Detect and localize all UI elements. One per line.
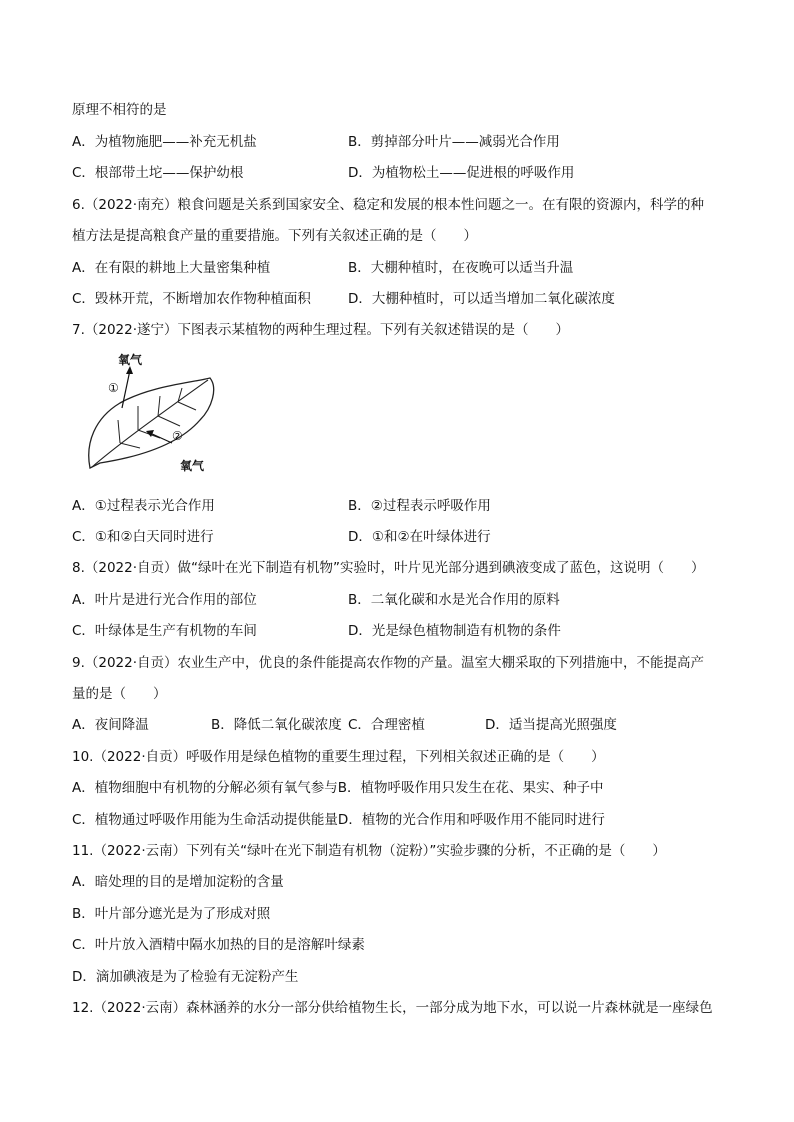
q7-option-c: C．①和②白天同时进行 xyxy=(72,529,214,545)
q11-option-a: A．暗处理的目的是增加淀粉的含量 xyxy=(72,874,284,890)
q5-option-c: C．根部带土坨——保护幼根 xyxy=(72,165,244,181)
leaf-vein xyxy=(178,402,196,410)
leaf-vein xyxy=(158,396,160,416)
q12-stem: 12.（2022·云南）森林涵养的水分一部分供给植物生长，一部分成为地下水，可以说一片森林就是一座绿色 xyxy=(72,1000,713,1016)
q8-option-b: B．二氧化碳和水是光合作用的原料 xyxy=(348,592,560,608)
leaf-diagram xyxy=(80,348,230,478)
q8-stem: 8.（2022·自贡）做“绿叶在光下制造有机物”实验时，叶片见光部分遇到碘液变成了蓝色，这说明（ ） xyxy=(72,560,705,576)
leaf-vein xyxy=(158,416,180,426)
leaf-vein xyxy=(118,420,120,443)
q9-option-a: A．夜间降温 xyxy=(72,717,149,733)
q7-option-a: A．①过程表示光合作用 xyxy=(72,498,215,514)
q10-options-cd: C．植物通过呼吸作用能为生命活动提供能量D．植物的光合作用和呼吸作用不能同时进行 xyxy=(72,812,605,828)
oxygen-label-bottom: 氧气 xyxy=(180,459,205,473)
process-2-mark: ② xyxy=(172,429,183,443)
q5-option-b: B．剪掉部分叶片——减弱光合作用 xyxy=(348,134,560,150)
q11-option-b: B．叶片部分遮光是为了形成对照 xyxy=(72,906,271,922)
q5-stem-tail: 原理不相符的是 xyxy=(72,102,167,118)
q11-stem: 11.（2022·云南）下列有关“绿叶在光下制造有机物（淀粉）”实验步骤的分析，不正确的是（ ） xyxy=(72,843,666,859)
q7-option-b: B．②过程表示呼吸作用 xyxy=(348,498,491,514)
q6-option-c: C．毁林开荒，不断增加农作物种植面积 xyxy=(72,291,311,307)
q5-option-d: D．为植物松土——促进根的呼吸作用 xyxy=(348,165,575,181)
q5-option-a: A．为植物施肥——补充无机盐 xyxy=(72,134,257,150)
q6-option-b: B．大棚种植时，在夜晚可以适当升温 xyxy=(348,260,574,276)
q10-options-ab: A．植物细胞中有机物的分解必须有氧气参与B．植物呼吸作用只发生在花、果实、种子中 xyxy=(72,780,604,796)
arrow-1-line xyxy=(122,370,130,408)
q11-option-c: C．叶片放入酒精中隔水加热的目的是溶解叶绿素 xyxy=(72,937,365,953)
oxygen-label-top: 氧气 xyxy=(118,353,143,367)
q9-option-c: C．合理密植 xyxy=(348,717,425,733)
q9-stem-line2: 量的是（ ） xyxy=(72,686,167,702)
q7-stem: 7.（2022·遂宁）下图表示某植物的两种生理过程。下列有关叙述错误的是（ ） xyxy=(72,322,570,338)
q6-option-d: D．大棚种植时，可以适当增加二氧化碳浓度 xyxy=(348,291,615,307)
leaf-vein xyxy=(120,443,140,448)
q8-option-d: D．光是绿色植物制造有机物的条件 xyxy=(348,623,561,639)
arrow-1-head xyxy=(126,366,133,374)
process-1-mark: ① xyxy=(108,381,119,395)
q6-stem-line2: 植方法是提高粮食产量的重要措施。下列有关叙述正确的是（ ） xyxy=(72,228,477,244)
arrow-2-line xyxy=(150,433,172,443)
q10-stem: 10.（2022·自贡）呼吸作用是绿色植物的重要生理过程，下列相关叙述正确的是（ ） xyxy=(72,749,605,765)
q9-option-b: B．降低二氧化碳浓度 xyxy=(211,717,342,733)
q8-option-a: A．叶片是进行光合作用的部位 xyxy=(72,592,257,608)
q11-option-d: D．滴加碘液是为了检验有无淀粉产生 xyxy=(72,969,299,985)
q9-stem-line1: 9.（2022·自贡）农业生产中，优良的条件能提高农作物的产量。温室大棚采取的下列措施中，不能提高产 xyxy=(72,655,705,671)
q7-option-d: D．①和②在叶绿体进行 xyxy=(348,529,491,545)
q9-option-d: D．适当提高光照强度 xyxy=(485,717,617,733)
leaf-diagram-svg xyxy=(80,348,230,478)
q6-option-a: A．在有限的耕地上大量密集种植 xyxy=(72,260,271,276)
q6-stem-line1: 6.（2022·南充）粮食问题是关系到国家安全、稳定和发展的根本性问题之一。在有限的资源内，科学的种 xyxy=(72,197,705,213)
q8-option-c: C．叶绿体是生产有机物的车间 xyxy=(72,623,257,639)
